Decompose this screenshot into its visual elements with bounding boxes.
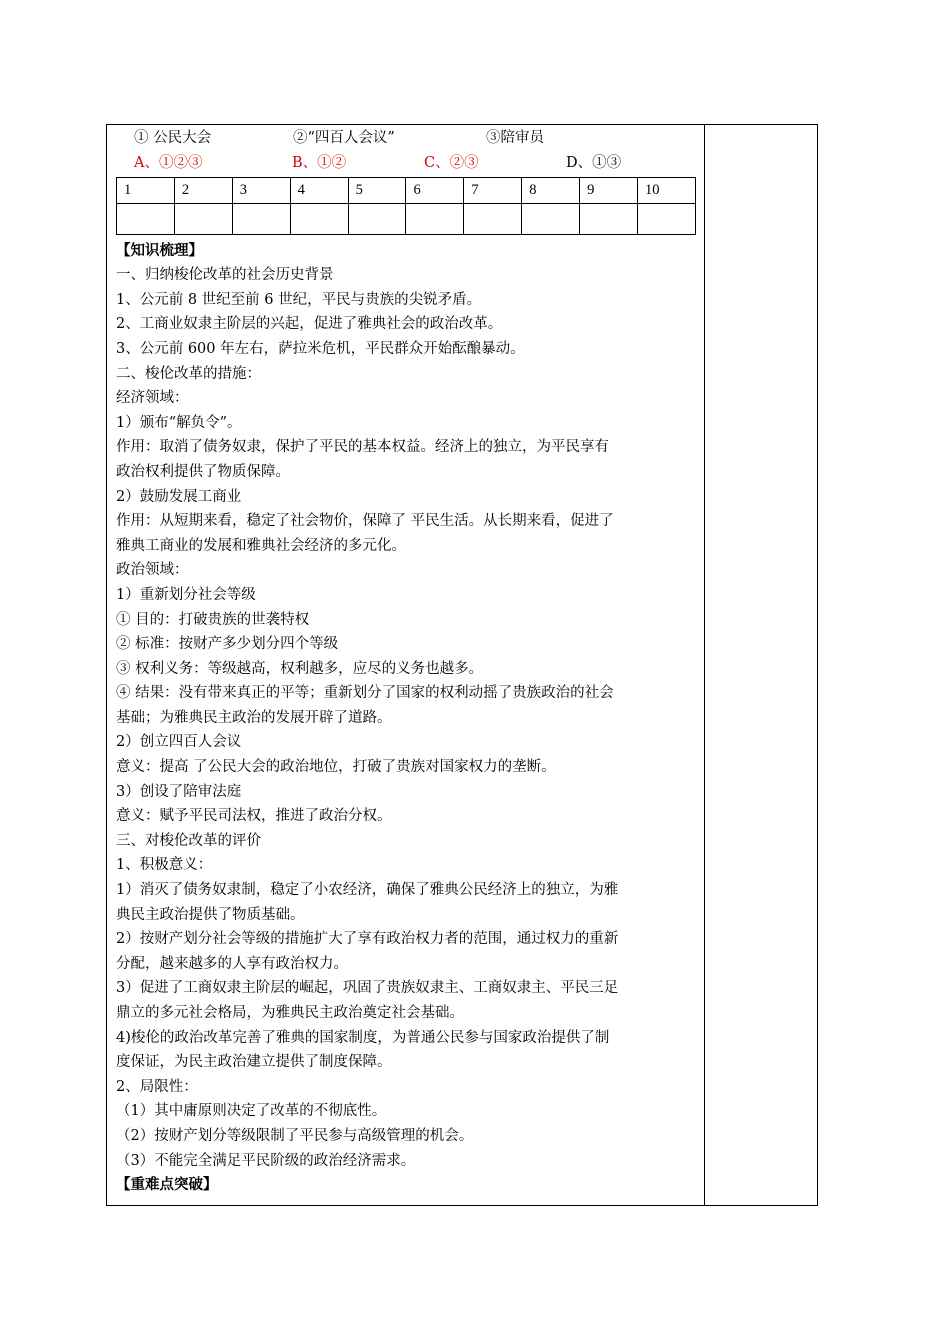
- content-line: 3、公元前 600 年左右，萨拉米危机，平民群众开始酝酿暴动。: [116, 340, 525, 357]
- choice-d: D、①③: [566, 155, 622, 171]
- content-line: 1、积极意义：: [116, 857, 213, 874]
- answer-cell[interactable]: [638, 203, 696, 234]
- answer-cell[interactable]: [174, 203, 232, 234]
- answer-cell[interactable]: [232, 203, 290, 234]
- option-item: ① 公民大会: [134, 130, 212, 146]
- content-line: 基础；为雅典民主政治的发展开辟了道路。: [116, 709, 392, 726]
- answer-number: 6: [406, 178, 464, 204]
- answer-number: 8: [522, 178, 580, 204]
- content-line: 意义：提高 了公民大会的政治地位，打破了贵族对国家权力的垄断。: [116, 759, 556, 776]
- knowledge-content: [116, 263, 698, 1173]
- content-line: 2）鼓励发展工商业: [116, 488, 242, 505]
- content-line: 2）按财产划分社会等级的措施扩大了享有政治权力者的范围，通过权力的重新: [116, 931, 619, 948]
- content-line: 雅典工商业的发展和雅典社会经济的多元化。: [116, 537, 406, 554]
- content-line: 3）促进了工商奴隶主阶层的崛起，巩固了贵族奴隶主、工商奴隶主、平民三足: [116, 980, 619, 997]
- content-line: 三、对梭伦改革的评价: [116, 832, 261, 849]
- answer-number: 10: [638, 178, 696, 204]
- content-line: 分配，越来越多的人享有政治权力。: [116, 955, 348, 972]
- answer-table: [116, 177, 696, 235]
- option-items-row: [116, 126, 698, 151]
- choice-c: C、②③: [424, 155, 479, 171]
- content-line: （3）不能完全满足平民阶级的政治经济需求。: [116, 1152, 416, 1169]
- content-line: 典民主政治提供了物质基础。: [116, 906, 305, 923]
- content-line: 意义：赋予平民司法权，推进了政治分权。: [116, 808, 392, 825]
- content-line: 1）重新划分社会等级: [116, 586, 256, 603]
- content-line: 经济领域：: [116, 390, 189, 407]
- answer-number: 5: [348, 178, 406, 204]
- answer-cell[interactable]: [406, 203, 464, 234]
- content-line: 1）颁布“解负令”。: [116, 414, 242, 431]
- content-line: 政治权利提供了物质保障。: [116, 463, 290, 480]
- difficulty-section-title: 【重难点突破】: [116, 1176, 218, 1194]
- answer-cell[interactable]: [117, 203, 175, 234]
- content-line: 2、局限性：: [116, 1078, 198, 1095]
- content-line: ① 目的：打破贵族的世袭特权: [116, 611, 310, 628]
- answer-table-header-row: [117, 178, 696, 204]
- answer-number: 7: [464, 178, 522, 204]
- content-line: 作用：取消了债务奴隶，保护了平民的基本权益。经济上的独立，为平民享有: [116, 439, 609, 456]
- content-line: 1、公元前 8 世纪至前 6 世纪，平民与贵族的尖锐矛盾。: [116, 291, 482, 308]
- option-item: ③陪审员: [486, 130, 544, 146]
- answer-cell[interactable]: [522, 203, 580, 234]
- answer-number: 3: [232, 178, 290, 204]
- choice-b: B、①②: [292, 155, 347, 171]
- answer-cell[interactable]: [464, 203, 522, 234]
- answer-number: 1: [117, 178, 175, 204]
- answer-cell[interactable]: [580, 203, 638, 234]
- choice-a: A、①②③: [134, 155, 203, 171]
- content-line: 2）创立四百人会议: [116, 734, 242, 751]
- answer-number: 4: [290, 178, 348, 204]
- content-line: 4)梭伦的政治改革完善了雅典的国家制度，为普通公民参与国家政治提供了制: [116, 1029, 610, 1046]
- content-line: ③ 权利义务：等级越高，权利越多，应尽的义务也越多。: [116, 660, 484, 677]
- content-line: 鼎立的多元社会格局，为雅典民主政治奠定社会基础。: [116, 1005, 464, 1021]
- main-cell: [116, 126, 698, 1198]
- answer-choices-row: [116, 151, 698, 176]
- content-line: 一、归纳梭伦改革的社会历史背景: [116, 267, 334, 284]
- column-divider: [704, 124, 705, 1206]
- content-line: （1）其中庸原则决定了改革的不彻底性。: [116, 1103, 387, 1120]
- content-line: 2、工商业奴隶主阶层的兴起，促进了雅典社会的政治改革。: [116, 316, 503, 333]
- answer-number: 2: [174, 178, 232, 204]
- content-line: 作用：从短期来看，稳定了社会物价，保障了 平民生活。从长期来看，促进了: [116, 513, 614, 530]
- content-line: 政治领域：: [116, 562, 189, 579]
- content-line: ② 标准：按财产多少划分四个等级: [116, 636, 339, 653]
- answer-table-blank-row: [117, 203, 696, 234]
- content-line: 3）创设了陪审法庭: [116, 783, 242, 800]
- option-item: ②“四百人会议”: [293, 130, 395, 146]
- content-line: ④ 结果：没有带来真正的平等；重新划分了国家的权利动摇了贵族政治的社会: [116, 685, 614, 702]
- content-line: 二、梭伦改革的措施：: [116, 365, 261, 382]
- answer-cell[interactable]: [290, 203, 348, 234]
- knowledge-section-title: 【知识梳理】: [116, 241, 203, 259]
- content-line: 1）消灭了债务奴隶制，稳定了小农经济，确保了雅典公民经济上的独立，为雅: [116, 882, 619, 899]
- answer-number: 9: [580, 178, 638, 204]
- answer-cell[interactable]: [348, 203, 406, 234]
- content-line: （2）按财产划分等级限制了平民参与高级管理的机会。: [116, 1127, 474, 1144]
- content-line: 度保证，为民主政治建立提供了制度保障。: [116, 1054, 392, 1071]
